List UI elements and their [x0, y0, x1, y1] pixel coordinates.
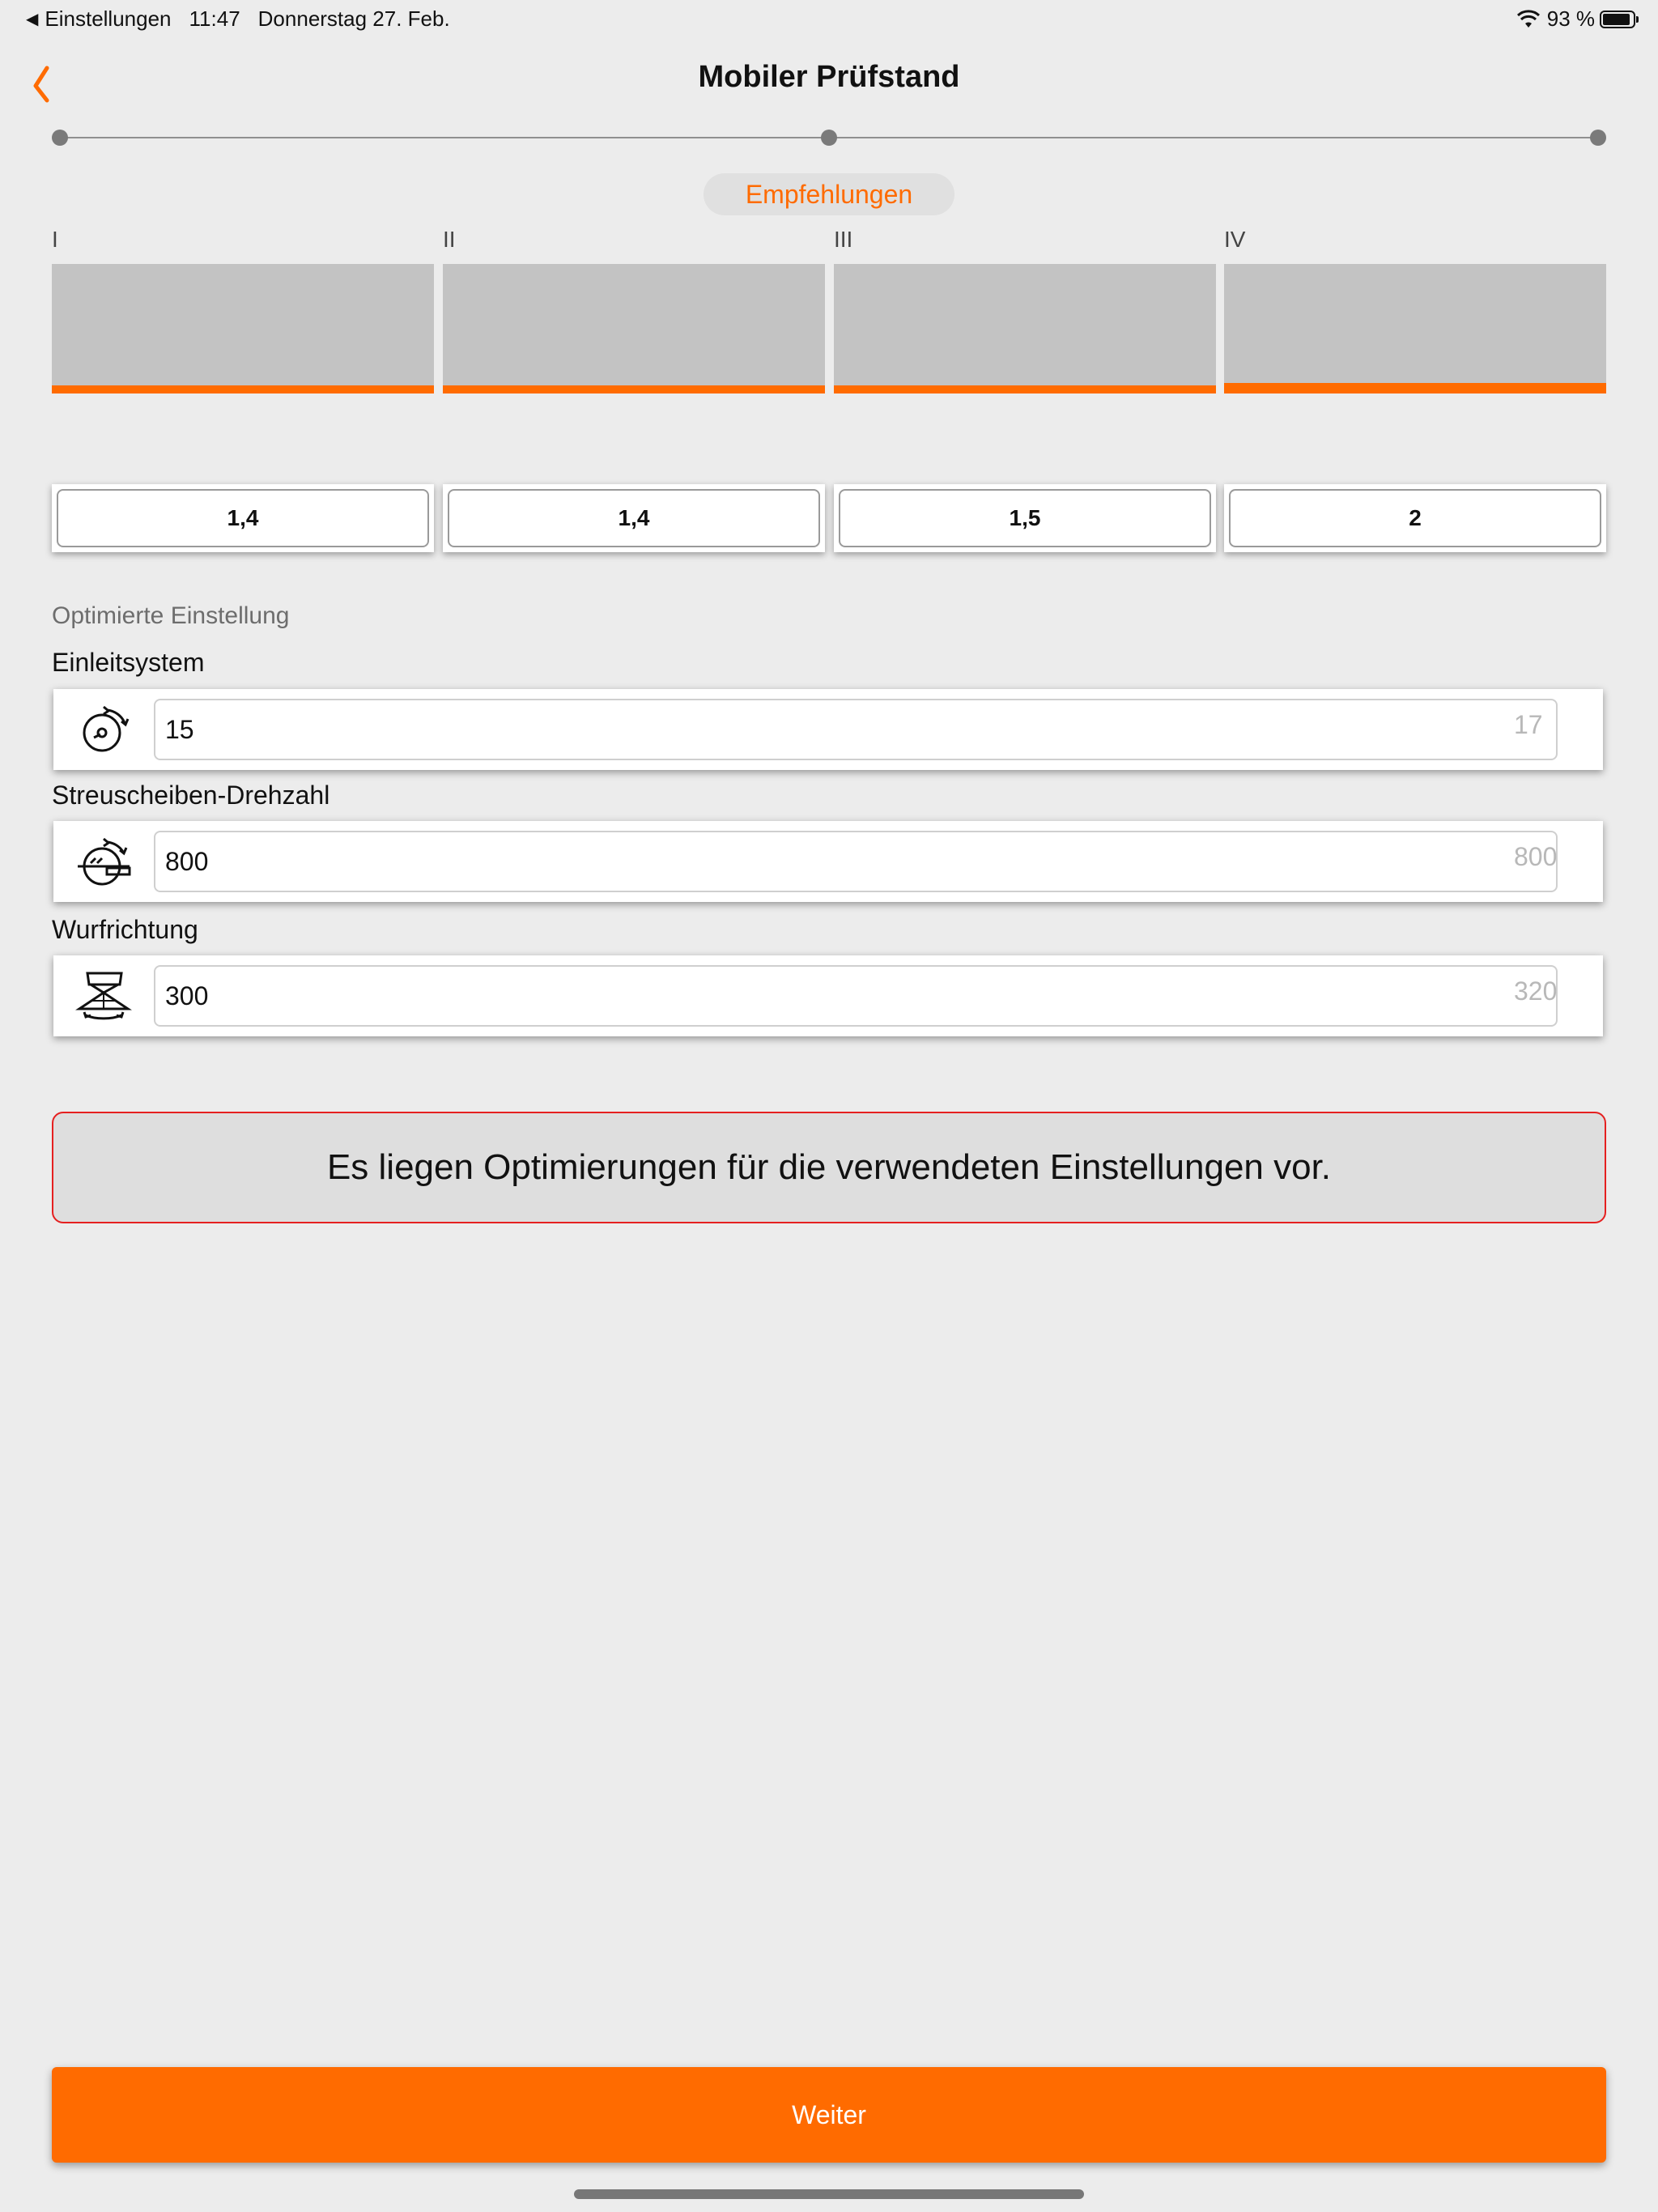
drehzahl-input[interactable]: 800 [154, 831, 1558, 892]
field-label-wurfrichtung: Wurfrichtung [52, 915, 198, 944]
wurfrichtung-input[interactable]: 300 [154, 965, 1558, 1027]
value-card-3 [834, 484, 1216, 552]
next-button[interactable] [52, 2067, 1606, 2163]
bar-label: III [834, 227, 853, 252]
stepper-step-2 [821, 130, 837, 146]
bar-value-buttons [52, 484, 1606, 552]
recommendations-tab[interactable]: Empfehlungen [704, 173, 954, 215]
field-einleitsystem [53, 689, 1603, 770]
bar-track [1224, 264, 1606, 393]
disc-speed-icon [71, 834, 138, 889]
throw-direction-icon [71, 968, 138, 1023]
field-drehzahl [53, 821, 1603, 902]
bar-column-1 [52, 227, 434, 413]
bar-track [834, 264, 1216, 393]
value-card-1 [52, 484, 434, 552]
status-time: 11:47 [189, 6, 240, 31]
value-card-4 [1224, 484, 1606, 552]
bar-column-3 [834, 227, 1216, 413]
wifi-icon [1516, 10, 1541, 29]
status-bar [0, 0, 1658, 39]
bar-indicators [52, 227, 1606, 413]
einleitsystem-reference-value: 17 [1514, 710, 1543, 739]
field-label-drehzahl: Streuscheiben-Drehzahl [52, 781, 330, 810]
bar-label: I [52, 227, 58, 252]
back-to-app-icon[interactable]: ◀ [26, 11, 39, 28]
battery-percent: 93 % [1546, 6, 1595, 31]
back-app-label[interactable]: Einstellungen [45, 6, 172, 31]
bar-fill [1224, 383, 1606, 393]
value-card-2 [443, 484, 825, 552]
status-bar-left [26, 6, 450, 32]
bar-track [443, 264, 825, 393]
home-indicator[interactable] [574, 2189, 1084, 2199]
value-button[interactable]: 1,4 [57, 489, 429, 547]
drehzahl-reference-value: 800 [1514, 842, 1558, 871]
status-date: Donnerstag 27. Feb. [257, 6, 450, 31]
einleitsystem-input[interactable]: 15 [154, 699, 1558, 760]
field-label-einleitsystem: Einleitsystem [52, 648, 205, 677]
stepper-step-3 [1590, 130, 1606, 146]
navigation-bar [0, 49, 1658, 113]
field-wurfrichtung [53, 955, 1603, 1036]
value-button[interactable]: 1,4 [448, 489, 820, 547]
value-button[interactable]: 2 [1229, 489, 1601, 547]
page-title: Mobiler Prüfstand [698, 60, 960, 94]
progress-stepper [52, 128, 1606, 147]
bar-label: II [443, 227, 456, 252]
optimization-notice [52, 1112, 1606, 1223]
bar-column-4 [1224, 227, 1606, 413]
bar-column-2 [443, 227, 825, 413]
optimization-notice-text: Es liegen Optimierungen für die verwendeten Einstellungen vor. [326, 1147, 1332, 1187]
value-button[interactable]: 1,5 [839, 489, 1211, 547]
bar-fill [443, 385, 825, 393]
section-title: Optimierte Einstellung [52, 602, 290, 629]
bar-track [52, 264, 434, 393]
battery-icon [1600, 11, 1635, 28]
stepper-step-1 [52, 130, 68, 146]
bar-fill [52, 385, 434, 393]
wurfrichtung-reference-value: 320 [1514, 976, 1558, 1006]
status-bar-right [1516, 6, 1635, 32]
bar-label: IV [1224, 227, 1246, 252]
spreader-disc-rotation-icon [71, 702, 138, 757]
bar-fill [834, 385, 1216, 393]
next-button-label: Weiter [792, 2099, 866, 2129]
